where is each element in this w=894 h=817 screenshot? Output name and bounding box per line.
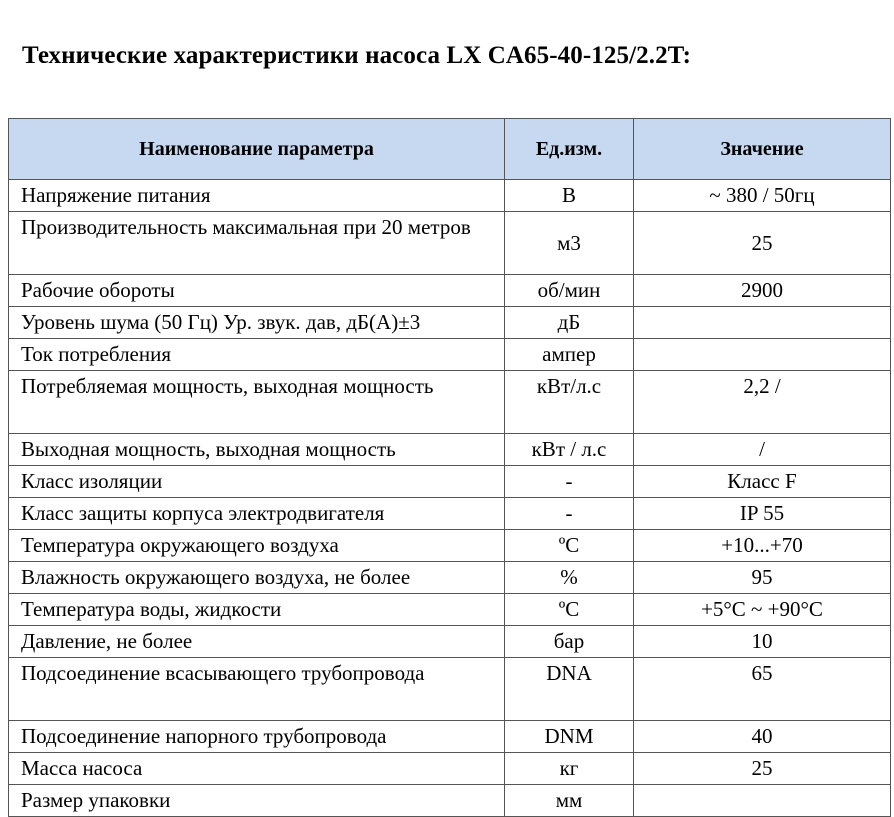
table-row bbox=[9, 307, 891, 339]
unit-cell: мм bbox=[505, 785, 634, 817]
table-row bbox=[9, 721, 891, 753]
table-header-row bbox=[9, 119, 891, 180]
value-cell: 2900 bbox=[634, 275, 891, 307]
unit-cell: кВт/л.с bbox=[505, 371, 634, 434]
table-row bbox=[9, 658, 891, 721]
table-row bbox=[9, 562, 891, 594]
parameter-name-cell: Потребляемая мощность, выходная мощность bbox=[9, 371, 505, 434]
parameter-name-cell: Напряжение питания bbox=[9, 180, 505, 212]
value-cell: IP 55 bbox=[634, 498, 891, 530]
spec-table bbox=[8, 118, 891, 817]
page-title: Технические характеристики насоса LX CA65-40-125/2.2T: bbox=[22, 42, 692, 69]
unit-cell: DNM bbox=[505, 721, 634, 753]
unit-cell: % bbox=[505, 562, 634, 594]
parameter-name-cell: Производительность максимальная при 20 метров bbox=[9, 212, 505, 275]
header-value: Значение bbox=[634, 119, 891, 180]
value-cell: 10 bbox=[634, 626, 891, 658]
table-row bbox=[9, 498, 891, 530]
table-row bbox=[9, 275, 891, 307]
table-row bbox=[9, 753, 891, 785]
unit-cell: - bbox=[505, 466, 634, 498]
spec-table-body bbox=[9, 180, 891, 817]
unit-cell: об/мин bbox=[505, 275, 634, 307]
value-cell: 2,2 / bbox=[634, 371, 891, 434]
unit-cell: кг bbox=[505, 753, 634, 785]
parameter-name-cell: Давление, не более bbox=[9, 626, 505, 658]
unit-cell: ºС bbox=[505, 530, 634, 562]
unit-cell: дБ bbox=[505, 307, 634, 339]
value-cell: +10...+70 bbox=[634, 530, 891, 562]
value-cell: 65 bbox=[634, 658, 891, 721]
parameter-name-cell: Рабочие обороты bbox=[9, 275, 505, 307]
parameter-name-cell: Ток потребления bbox=[9, 339, 505, 371]
unit-cell: бар bbox=[505, 626, 634, 658]
parameter-name-cell: Влажность окружающего воздуха, не более bbox=[9, 562, 505, 594]
parameter-name-cell: Класс изоляции bbox=[9, 466, 505, 498]
unit-cell: ºС bbox=[505, 594, 634, 626]
value-cell: 40 bbox=[634, 721, 891, 753]
value-cell: +5°C ~ +90°C bbox=[634, 594, 891, 626]
unit-cell: DNA bbox=[505, 658, 634, 721]
parameter-name-cell: Температура окружающего воздуха bbox=[9, 530, 505, 562]
value-cell bbox=[634, 307, 891, 339]
parameter-name-cell: Класс защиты корпуса электродвигателя bbox=[9, 498, 505, 530]
value-cell: 25 bbox=[634, 753, 891, 785]
table-row bbox=[9, 371, 891, 434]
table-row bbox=[9, 434, 891, 466]
table-row bbox=[9, 626, 891, 658]
value-cell bbox=[634, 339, 891, 371]
table-row bbox=[9, 180, 891, 212]
unit-cell: В bbox=[505, 180, 634, 212]
unit-cell: ампер bbox=[505, 339, 634, 371]
header-unit: Ед.изм. bbox=[505, 119, 634, 180]
unit-cell: м3 bbox=[505, 212, 634, 275]
unit-cell: кВт / л.с bbox=[505, 434, 634, 466]
table-row bbox=[9, 466, 891, 498]
table-row bbox=[9, 339, 891, 371]
value-cell: 95 bbox=[634, 562, 891, 594]
parameter-name-cell: Температура воды, жидкости bbox=[9, 594, 505, 626]
parameter-name-cell: Уровень шума (50 Гц) Ур. звук. дав, дБ(А)±3 bbox=[9, 307, 505, 339]
value-cell: 25 bbox=[634, 212, 891, 275]
parameter-name-cell: Выходная мощность, выходная мощность bbox=[9, 434, 505, 466]
header-parameter-name: Наименование параметра bbox=[9, 119, 505, 180]
value-cell: Класс F bbox=[634, 466, 891, 498]
table-row bbox=[9, 594, 891, 626]
value-cell: ~ 380 / 50гц bbox=[634, 180, 891, 212]
parameter-name-cell: Подсоединение всасывающего трубопровода bbox=[9, 658, 505, 721]
value-cell: / bbox=[634, 434, 891, 466]
table-row bbox=[9, 212, 891, 275]
parameter-name-cell: Подсоединение напорного трубопровода bbox=[9, 721, 505, 753]
parameter-name-cell: Масса насоса bbox=[9, 753, 505, 785]
table-row bbox=[9, 530, 891, 562]
parameter-name-cell: Размер упаковки bbox=[9, 785, 505, 817]
unit-cell: - bbox=[505, 498, 634, 530]
